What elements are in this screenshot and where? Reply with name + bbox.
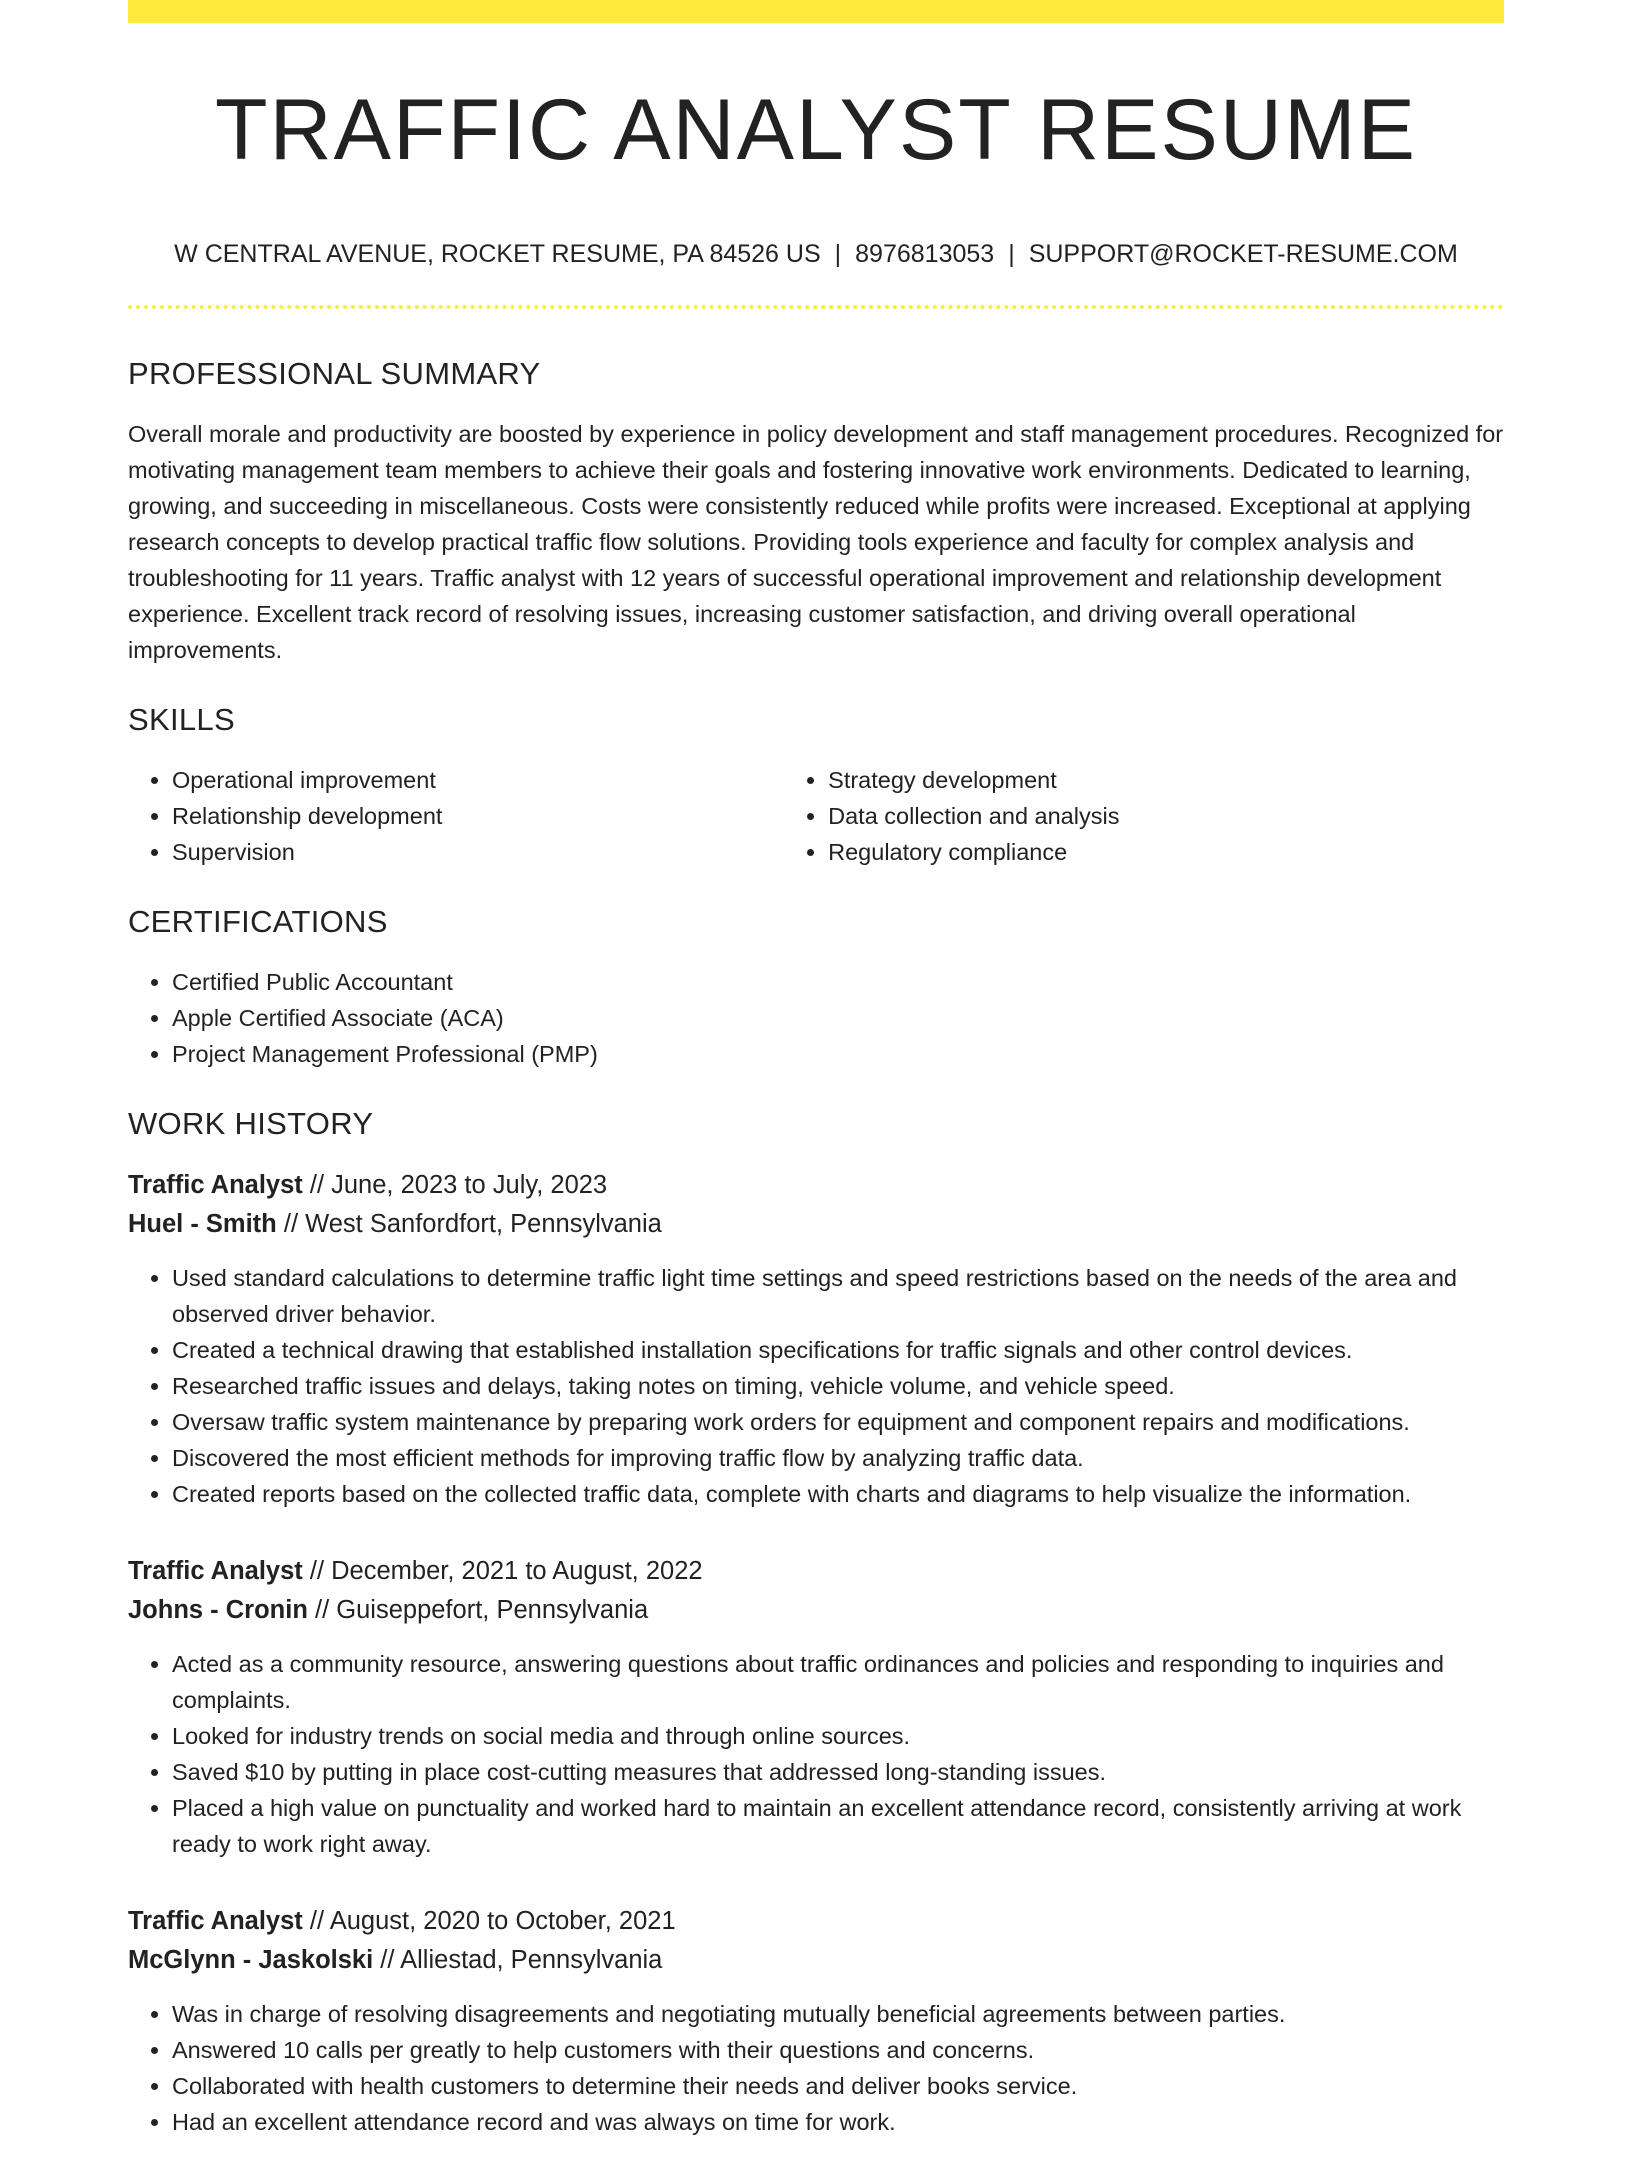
work-history-heading: WORK HISTORY	[128, 1106, 374, 1141]
job-company: Huel - Smith	[128, 1210, 277, 1238]
job-bullets	[128, 1996, 1504, 2140]
job-location: // West Sanfordfort, Pennsylvania	[283, 1210, 662, 1238]
job-bullet: • Had an excellent attendance record and was always on time for work.	[172, 2104, 1504, 2140]
job-title: Traffic Analyst	[128, 1171, 303, 1199]
job-company-line	[128, 1591, 1504, 1630]
skill-item: • Relationship development	[172, 798, 784, 834]
contact-separator: |	[834, 240, 842, 268]
skill-item: • Data collection and analysis	[828, 798, 1504, 834]
skills-list	[128, 762, 1504, 870]
header-divider	[128, 305, 1504, 309]
contact-line	[128, 236, 1504, 272]
job-company-line	[128, 1205, 1504, 1244]
contact-phone: 8976813053	[855, 240, 995, 268]
job-company: McGlynn - Jaskolski	[128, 1946, 374, 1974]
job-dates: // December, 2021 to August, 2022	[309, 1557, 703, 1585]
certification-item: • Certified Public Accountant	[172, 964, 1504, 1000]
skill-item: • Regulatory compliance	[828, 834, 1504, 870]
job-company-line	[128, 1941, 1504, 1980]
certifications-heading: CERTIFICATIONS	[128, 904, 388, 939]
job-bullet: • Acted as a community resource, answering questions about traffic ordinances and policies and responding to inquiries and complaints.	[172, 1646, 1504, 1718]
job-bullets	[128, 1260, 1504, 1512]
job-bullets	[128, 1646, 1504, 1862]
job-title-line	[128, 1902, 1504, 1941]
job-location: // Guiseppefort, Pennsylvania	[315, 1596, 649, 1624]
certifications-list	[128, 964, 1504, 1072]
job-title-line	[128, 1166, 1504, 1205]
contact-email: SUPPORT@ROCKET-RESUME.COM	[1028, 240, 1458, 268]
job-bullet: • Discovered the most efficient methods for improving traffic flow by analyzing traffic data.	[172, 1440, 1504, 1476]
job-dates: // June, 2023 to July, 2023	[309, 1171, 608, 1199]
job-bullet: • Collaborated with health customers to determine their needs and deliver books service.	[172, 2068, 1504, 2104]
job-bullet: • Saved $10 by putting in place cost-cutting measures that addressed long-standing issues.	[172, 1754, 1504, 1790]
job-dates: // August, 2020 to October, 2021	[309, 1907, 676, 1935]
job-company: Johns - Cronin	[128, 1596, 308, 1624]
skill-item: • Supervision	[172, 834, 784, 870]
job-location: // Alliestad, Pennsylvania	[380, 1946, 663, 1974]
job-bullet: • Created reports based on the collected traffic data, complete with charts and diagrams to help visualize the information.	[172, 1476, 1504, 1512]
job-title: Traffic Analyst	[128, 1907, 303, 1935]
job-title: Traffic Analyst	[128, 1557, 303, 1585]
contact-separator: |	[1008, 240, 1015, 268]
job-bullet: • Placed a high value on punctuality and worked hard to maintain an excellent attendance record, consistently arriving at work ready to work right away.	[172, 1790, 1504, 1862]
skill-item: • Strategy development	[828, 762, 1504, 798]
job-entry	[128, 1552, 1504, 1862]
skills-heading: SKILLS	[128, 702, 235, 737]
certification-item: • Project Management Professional (PMP)	[172, 1036, 1504, 1072]
job-bullet: • Researched traffic issues and delays, taking notes on timing, vehicle volume, and vehicle speed.	[172, 1368, 1504, 1404]
job-entry	[128, 1166, 1504, 1512]
skills-right-column	[784, 762, 1504, 870]
contact-address: W CENTRAL AVENUE, ROCKET RESUME, PA 84526 US	[174, 240, 821, 268]
job-bullet: • Looked for industry trends on social media and through online sources.	[172, 1718, 1504, 1754]
job-bullet: • Was in charge of resolving disagreements and negotiating mutually beneficial agreements between parties.	[172, 1996, 1504, 2032]
resume-content	[128, 352, 1504, 2180]
resume-title: TRAFFIC ANALYST RESUME	[214, 82, 1418, 178]
certification-item: • Apple Certified Associate (ACA)	[172, 1000, 1504, 1036]
job-bullet: • Answered 10 calls per greatly to help customers with their questions and concerns.	[172, 2032, 1504, 2068]
job-entry	[128, 1902, 1504, 2140]
job-bullet: • Oversaw traffic system maintenance by preparing work orders for equipment and component repairs and modifications.	[172, 1404, 1504, 1440]
job-bullet: • Created a technical drawing that established installation specifications for traffic signals and other control devices.	[172, 1332, 1504, 1368]
skills-left-column	[128, 762, 784, 870]
top-accent-bar	[128, 0, 1504, 23]
summary-heading: PROFESSIONAL SUMMARY	[128, 356, 541, 391]
job-title-line	[128, 1552, 1504, 1591]
job-bullet: • Used standard calculations to determine traffic light time settings and speed restrictions based on the needs of the area and observed driver behavior.	[172, 1260, 1504, 1332]
summary-text: Overall morale and productivity are boosted by experience in policy development and staff management procedures. Recognized for motivating management team members to achieve their goals and fostering innovative work environments. Dedicated to learning, growing, and succeeding in miscellaneous. Costs were consistently reduced while profits were increased. Exceptional at applying research concepts to develop practical traffic flow solutions. Providing tools experience and faculty for complex analysis and troubleshooting for 11 years. Traffic analyst with 12 years of successful operational improvement and relationship development experience. Excellent track record of resolving issues, increasing customer satisfaction, and driving overall operational improvements.	[128, 421, 1504, 663]
skill-item: • Operational improvement	[172, 762, 784, 798]
